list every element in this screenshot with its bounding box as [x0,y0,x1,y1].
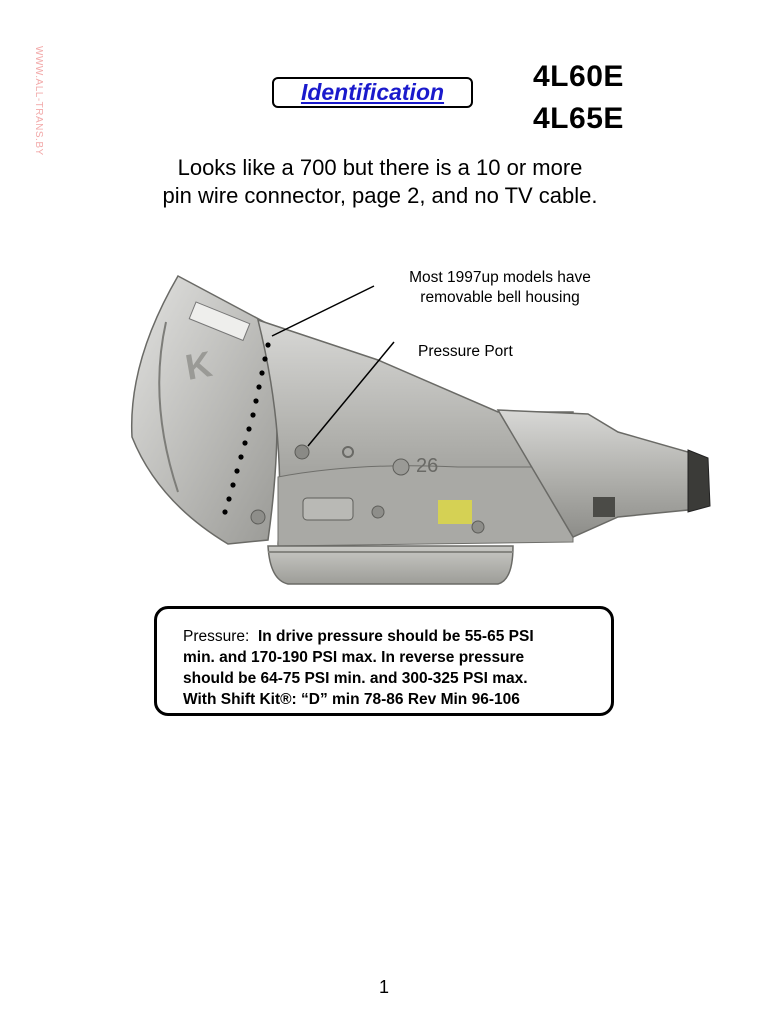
pressure-line-3: should be 64-75 PSI min. and 300-325 PSI max. [183,670,528,687]
case-code-text: 26 [416,455,439,477]
bell-housing-callout [390,268,610,308]
watermark: WWW.ALL-TRANS.BY [33,46,44,156]
model-title-4l60e: 4L60E [533,60,624,93]
bell-callout-line-1: Most 1997up models have [409,269,591,286]
pressure-specs-box [154,606,614,716]
pressure-line-2: min. and 170-190 PSI max. In reverse pressure [183,649,525,666]
transmission-photo [118,262,718,592]
intro-line-1: Looks like a 700 but there is a 10 or more [177,155,583,180]
pressure-line-1-text: In drive pressure should be 55-65 PSI [257,628,534,645]
bell-callout-line-2: removable bell housing [420,289,580,306]
pressure-port-callout: Pressure Port [418,343,513,360]
identification-link[interactable]: Identification [300,79,445,105]
intro-line-2: pin wire connector, page 2, and no TV cable. [162,183,598,208]
svg-text:K: K [182,342,215,388]
pressure-label: Pressure: [183,628,250,645]
pressure-line-4: With Shift Kit®: “D” min 78-86 Rev Min 96-106 [183,691,520,708]
pressure-line-1 [183,626,601,647]
bell-callout-line [272,286,374,336]
identification-box [272,77,473,108]
model-title-4l65e: 4L65E [533,102,624,135]
page-number: 1 [378,977,389,997]
intro-text [110,154,650,210]
